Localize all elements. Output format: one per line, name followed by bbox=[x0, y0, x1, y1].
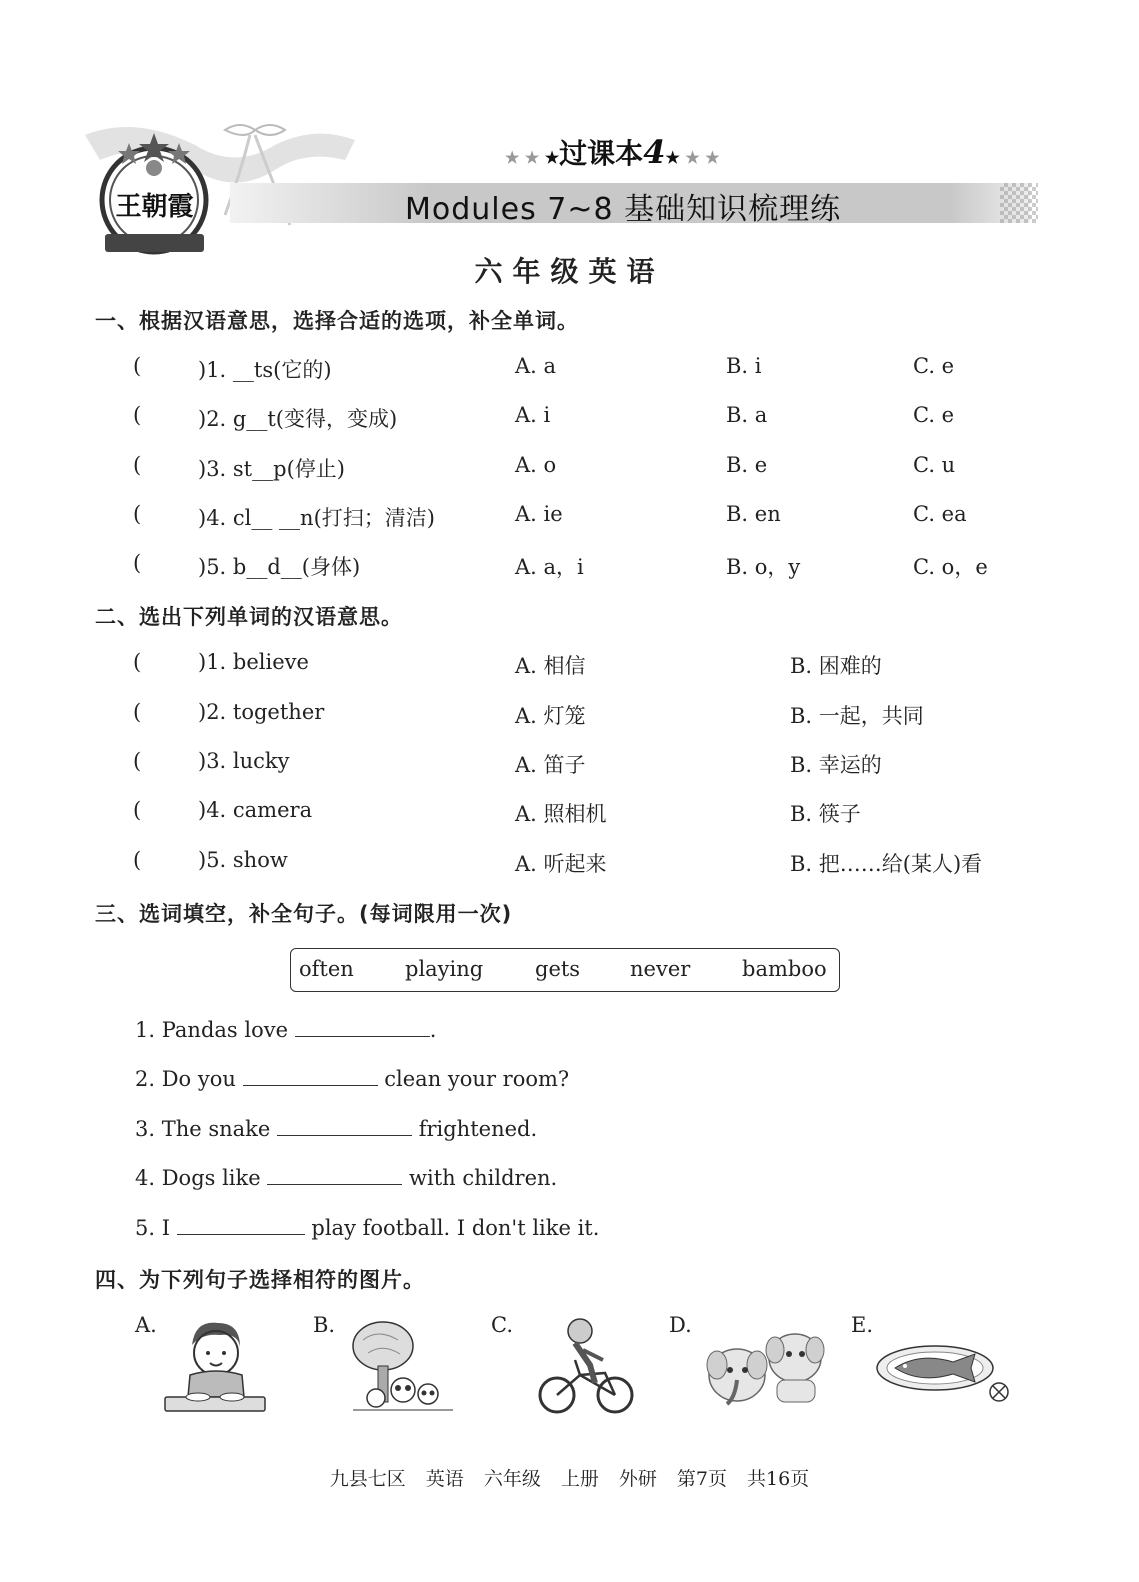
option-b: B. a bbox=[726, 403, 768, 427]
option-a: A. 笛子 bbox=[515, 753, 586, 777]
question-text: )2. g__t(变得，变成) bbox=[198, 407, 398, 431]
section2-heading: 二、选出下列单词的汉语意思。 bbox=[95, 605, 403, 629]
section1-heading: 一、根据汉语意思，选择合适的选项，补全单词。 bbox=[95, 309, 579, 333]
picture-label-a: A. bbox=[135, 1313, 157, 1337]
option-a: A. o bbox=[515, 453, 557, 477]
sentence-end: clean your room? bbox=[384, 1067, 570, 1091]
word-bank bbox=[290, 948, 840, 992]
sentence-start: 5. I bbox=[135, 1216, 171, 1240]
bracket: ( bbox=[133, 700, 142, 724]
picture-label-c: C. bbox=[491, 1313, 513, 1337]
option-a: A. a bbox=[515, 354, 557, 378]
bracket: ( bbox=[133, 749, 142, 773]
page-title: Modules 7~8 基础知识梳理练 bbox=[405, 192, 842, 227]
option-a: A. a，i bbox=[515, 555, 584, 579]
question-text: )5. show bbox=[198, 848, 288, 872]
picture-label-b: B. bbox=[313, 1313, 336, 1337]
option-b: B. 筷子 bbox=[790, 802, 861, 826]
option-b: B. 一起，共同 bbox=[790, 704, 924, 728]
sentence-start: 4. Dogs like bbox=[135, 1166, 261, 1190]
word-bank-item: often bbox=[299, 957, 354, 981]
fill-sentence bbox=[135, 1214, 599, 1240]
section3-heading: 三、选词填空，补全句子。(每词限用一次) bbox=[95, 902, 513, 926]
series-number: 4 bbox=[643, 133, 666, 171]
picture-label-e: E. bbox=[851, 1313, 874, 1337]
option-c: C. e bbox=[913, 403, 955, 427]
star-icon: ★ bbox=[544, 148, 560, 167]
bracket: ( bbox=[133, 453, 142, 477]
option-c: C. o，e bbox=[913, 555, 988, 579]
option-c: C. e bbox=[913, 354, 955, 378]
option-a: A. ie bbox=[515, 502, 563, 526]
star-icon: ★ bbox=[665, 148, 680, 167]
option-a: A. 听起来 bbox=[515, 852, 607, 876]
option-b: B. o，y bbox=[726, 555, 801, 579]
option-a: A. i bbox=[515, 403, 551, 427]
question-text: )3. lucky bbox=[198, 749, 290, 773]
answer-blank[interactable] bbox=[243, 1065, 378, 1086]
bracket: ( bbox=[133, 354, 142, 378]
fill-sentence bbox=[135, 1016, 436, 1042]
question-text: )2. together bbox=[198, 700, 325, 724]
answer-blank[interactable] bbox=[295, 1016, 430, 1037]
logo-text: 王朝霞 bbox=[115, 192, 194, 222]
sentence-end: play football. I don't like it. bbox=[311, 1216, 600, 1240]
sentence-start: 2. Do you bbox=[135, 1067, 236, 1091]
star-icon: ★ ★ bbox=[505, 148, 545, 167]
question-text: )4. cl__ __n(打扫；清洁) bbox=[198, 506, 435, 530]
sentence-end: with children. bbox=[409, 1166, 558, 1190]
option-a: A. 照相机 bbox=[515, 802, 607, 826]
boy-cycling-icon bbox=[535, 1315, 635, 1420]
question-text: )3. st__p(停止) bbox=[198, 457, 345, 481]
fill-sentence bbox=[135, 1164, 557, 1190]
answer-blank[interactable] bbox=[277, 1115, 412, 1136]
answer-blank[interactable] bbox=[177, 1214, 305, 1235]
bracket: ( bbox=[133, 650, 142, 674]
page-footer: 九县七区 英语 六年级 上册 外研 第7页 共16页 bbox=[329, 1468, 810, 1490]
option-b: B. en bbox=[726, 502, 781, 526]
logo bbox=[97, 128, 212, 258]
fill-sentence bbox=[135, 1065, 569, 1091]
option-b: B. e bbox=[726, 453, 768, 477]
elephants-icon bbox=[705, 1320, 830, 1420]
option-a: A. 相信 bbox=[515, 654, 586, 678]
picture-label-d: D. bbox=[669, 1313, 692, 1337]
option-b: B. i bbox=[726, 354, 762, 378]
series-prefix: 过课本 bbox=[559, 137, 644, 170]
question-text: )5. b__d__(身体) bbox=[198, 555, 361, 579]
series-title bbox=[505, 132, 720, 172]
title-bar-pattern bbox=[1000, 183, 1038, 223]
tree-pandas-icon bbox=[348, 1318, 458, 1418]
star-icon: ★ ★ bbox=[679, 148, 720, 167]
word-bank-item: bamboo bbox=[742, 957, 827, 981]
word-bank-item: never bbox=[630, 957, 691, 981]
sentence-end: . bbox=[429, 1018, 437, 1042]
question-text: )1. believe bbox=[198, 650, 309, 674]
option-a: A. 灯笼 bbox=[515, 704, 586, 728]
option-b: B. 把……给(某人)看 bbox=[790, 852, 983, 876]
sentence-end: frightened. bbox=[418, 1117, 538, 1141]
fish-plate-icon bbox=[875, 1340, 1015, 1410]
bracket: ( bbox=[133, 848, 142, 872]
bracket: ( bbox=[133, 502, 142, 526]
bracket: ( bbox=[133, 551, 142, 575]
sentence-start: 1. Pandas love bbox=[135, 1018, 289, 1042]
boy-eating-icon bbox=[160, 1315, 270, 1420]
fill-sentence bbox=[135, 1115, 537, 1141]
bracket: ( bbox=[133, 403, 142, 427]
question-text: )1. __ts(它的) bbox=[198, 358, 332, 382]
section4-heading: 四、为下列句子选择相符的图片。 bbox=[95, 1268, 425, 1292]
option-c: C. u bbox=[913, 453, 956, 477]
option-c: C. ea bbox=[913, 502, 967, 526]
question-text: )4. camera bbox=[198, 798, 313, 822]
answer-blank[interactable] bbox=[267, 1164, 402, 1185]
subject-title: 六年级英语 bbox=[474, 255, 665, 288]
bracket: ( bbox=[133, 798, 142, 822]
word-bank-item: gets bbox=[535, 957, 581, 981]
option-b: B. 困难的 bbox=[790, 654, 882, 678]
word-bank-item: playing bbox=[405, 957, 484, 981]
sentence-start: 3. The snake bbox=[135, 1117, 271, 1141]
option-b: B. 幸运的 bbox=[790, 753, 882, 777]
